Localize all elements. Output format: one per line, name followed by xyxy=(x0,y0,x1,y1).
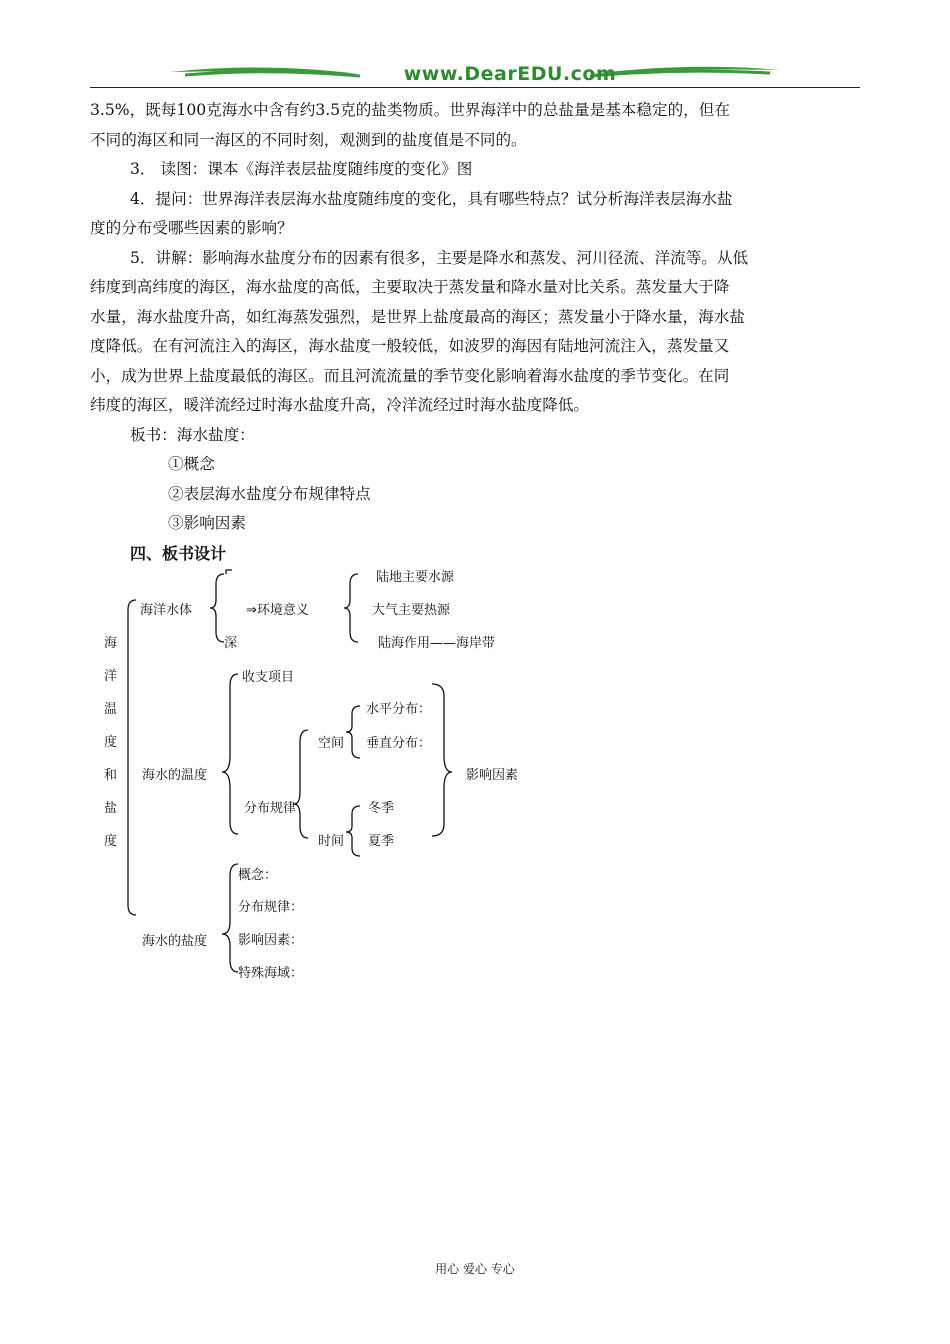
summer-label: 夏季 xyxy=(368,834,395,849)
budget-label: 收支项目 xyxy=(242,670,295,685)
root-char: 盐 xyxy=(104,801,118,816)
salinity-label: 海水的盐度 xyxy=(142,934,208,949)
body-text xyxy=(90,96,860,568)
paragraph-line: 度降低。在有河流注入的海区，海水盐度一般较低，如波罗的海因有陆地河流注入，蒸发量又 xyxy=(90,337,730,355)
time-label: 时间 xyxy=(318,834,345,849)
env-meaning-label: ⇒环境意义 xyxy=(246,603,309,618)
site-logo: www.DearEDU.com xyxy=(403,63,617,85)
water-body-label: 海洋水体 xyxy=(140,603,193,618)
env-item: 陆地主要水源 xyxy=(376,570,455,585)
board-item: ①概念 xyxy=(168,455,215,473)
env-item: 陆海作用——海岸带 xyxy=(378,636,496,651)
vertical-label: 垂直分布： xyxy=(366,736,432,751)
paragraph-line: 5．讲解：影响海水盐度分布的因素有很多，主要是降水和蒸发、河川径流、洋流等。从低 xyxy=(130,248,749,267)
deep-label: 深 xyxy=(224,636,238,651)
env-item: 大气主要热源 xyxy=(372,603,451,618)
paragraph-line: 水量，海水盐度升高，如红海蒸发强烈，是世界上盐度最高的海区；蒸发量小于降水量，海水盐 xyxy=(90,307,745,326)
salinity-item: 分布规律： xyxy=(238,900,304,915)
board-item: ③影响因素 xyxy=(168,514,246,532)
paragraph-line: 小，成为世界上盐度最低的海区。而且河流流量的季节变化影响着海水盐度的季节变化。在同 xyxy=(90,366,730,385)
paragraph-line: 不同的海区和同一海区的不同时刻，观测到的盐度值是不同的。 xyxy=(90,130,527,149)
salinity-item: 特殊海域： xyxy=(238,966,304,981)
paragraph-line: 3.5%，既每100克海水中含有约3.5克的盐类物质。世界海洋中的总盐量是基本稳定的，但在 xyxy=(90,101,730,119)
page-footer: 用心 爱心 专心 xyxy=(435,1262,515,1276)
root-char: 温 xyxy=(104,702,118,717)
factors-label: 影响因素 xyxy=(466,768,519,783)
paragraph-line: 度的分布受哪些因素的影响？ xyxy=(90,219,293,237)
paragraph-line: 纬度到高纬度的海区，海水盐度的高低，主要取决于蒸发量和降水量对比关系。蒸发量大于降 xyxy=(90,278,730,296)
temperature-label: 海水的温度 xyxy=(142,768,208,783)
distribution-label: 分布规律 xyxy=(244,801,297,816)
space-label: 空间 xyxy=(318,736,345,751)
root-char: 海 xyxy=(104,636,118,651)
section-title: 四、板书设计 xyxy=(130,543,227,563)
board-design-diagram xyxy=(96,560,536,990)
board-title: 板书：海水盐度： xyxy=(130,425,255,444)
site-header xyxy=(90,58,860,92)
root-char: 和 xyxy=(104,768,118,783)
root-char: 洋 xyxy=(104,669,118,684)
paragraph-line: 纬度的海区，暖洋流经过时海水盐度升高，冷洋流经过时海水盐度降低。 xyxy=(90,396,590,414)
horizontal-label: 水平分布： xyxy=(366,702,432,717)
salinity-item: 影响因素： xyxy=(238,933,304,948)
winter-label: 冬季 xyxy=(368,801,395,816)
root-char: 度 xyxy=(104,834,118,849)
paragraph-line: 3． 读图：课本《海洋表层盐度随纬度的变化》图 xyxy=(130,160,473,178)
root-char: 度 xyxy=(104,735,118,750)
board-item: ②表层海水盐度分布规律特点 xyxy=(168,484,371,503)
salinity-item: 概念： xyxy=(238,868,278,883)
header-rule xyxy=(90,87,860,88)
paragraph-line: 4．提问：世界海洋表层海水盐度随纬度的变化，具有哪些特点？试分析海洋表层海水盐 xyxy=(130,189,733,208)
